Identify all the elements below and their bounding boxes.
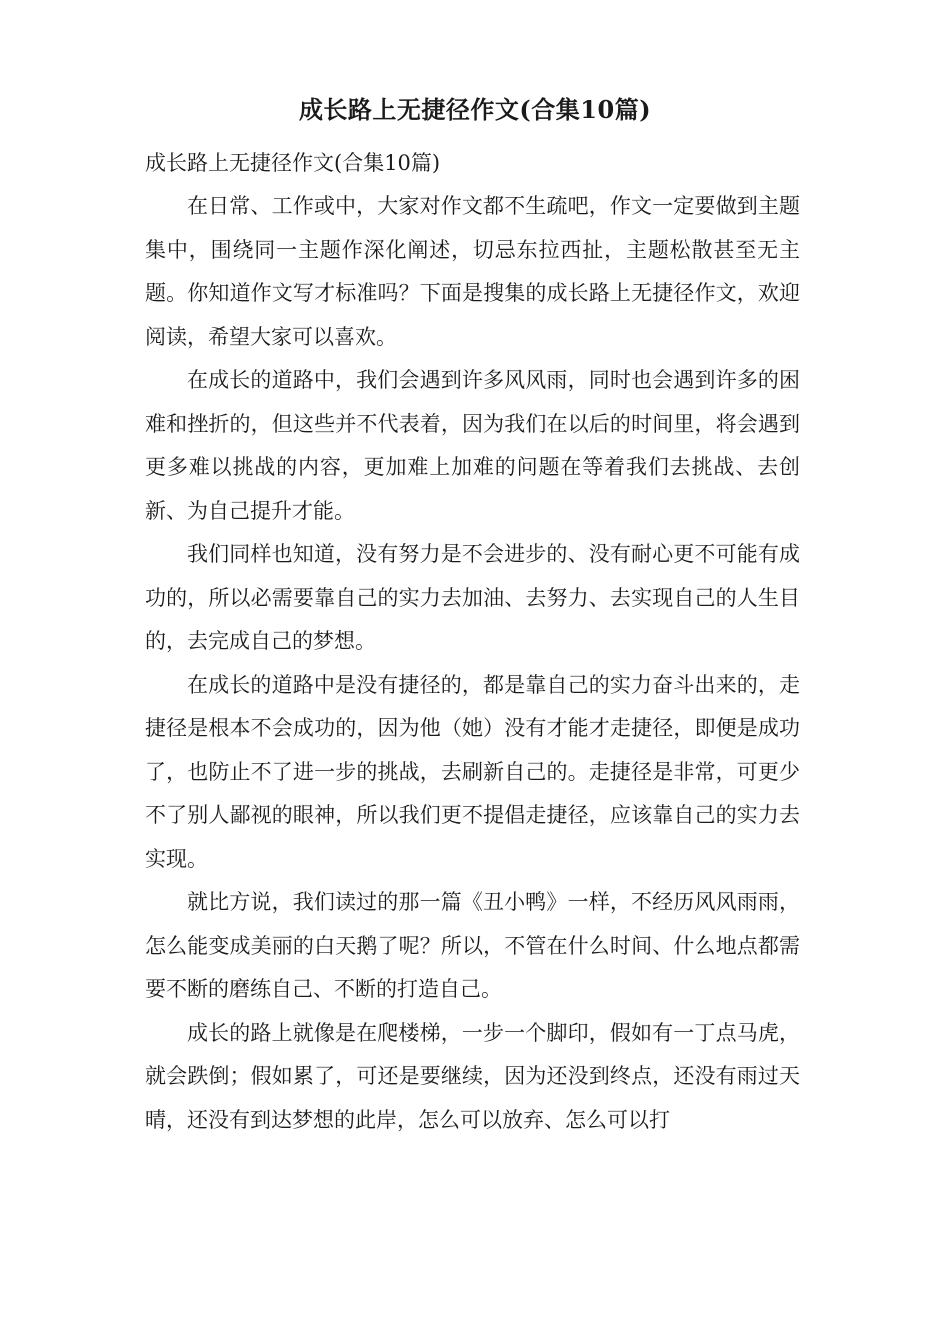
document-body <box>145 141 800 1142</box>
paragraph-4: 在成长的道路中是没有捷径的，都是靠自己的实力奋斗出来的，走捷径是根本不会成功的，因为他（她）没有才能才走捷径，即便是成功了，也防止不了进一步的挑战，去刷新自己的。走捷径是非常，可更少不了别人鄙视的眼神，所以我们更不提倡走捷径，应该靠自己的实力去实现。 <box>145 672 800 871</box>
paragraph-3: 我们同样也知道，没有努力是不会进步的、没有耐心更不可能有成功的，所以必需要靠自己的实力去加油、去努力、去实现自己的人生目的，去完成自己的梦想。 <box>145 542 800 653</box>
paragraph-5: 就比方说，我们读过的那一篇《丑小鸭》一样，不经历风风雨雨，怎么能变成美丽的白天鹅了呢？所以，不管在什么时间、什么地点都需要不断的磨练自己、不断的打造自己。 <box>145 890 800 1001</box>
paragraph-6: 成长的路上就像是在爬楼梯，一步一个脚印，假如有一丁点马虎，就会跌倒；假如累了，可还是要继续，因为还没到终点，还没有雨过天晴，还没有到达梦想的此岸，怎么可以放弃、怎么可以打 <box>145 1020 800 1132</box>
document-title: 成长路上无捷径作文(合集10篇) <box>298 95 652 124</box>
document-subtitle: 成长路上无捷径作文(合集10篇) <box>145 151 441 175</box>
paragraph-intro: 在日常、工作或中，大家对作文都不生疏吧，作文一定要做到主题集中，围绕同一主题作深化阐述，切忌东拉西扯，主题松散甚至无主题。你知道作文写才标准吗？下面是搜集的成长路上无捷径作文，欢迎阅读，希望大家可以喜欢。 <box>145 194 800 349</box>
paragraph-2: 在成长的道路中，我们会遇到许多风风雨，同时也会遇到许多的困难和挫折的，但这些并不代表着，因为我们在以后的时间里，将会遇到更多难以挑战的内容，更加难上加难的问题在等着我们去挑战、去创新、为自己提升才能。 <box>145 368 800 523</box>
